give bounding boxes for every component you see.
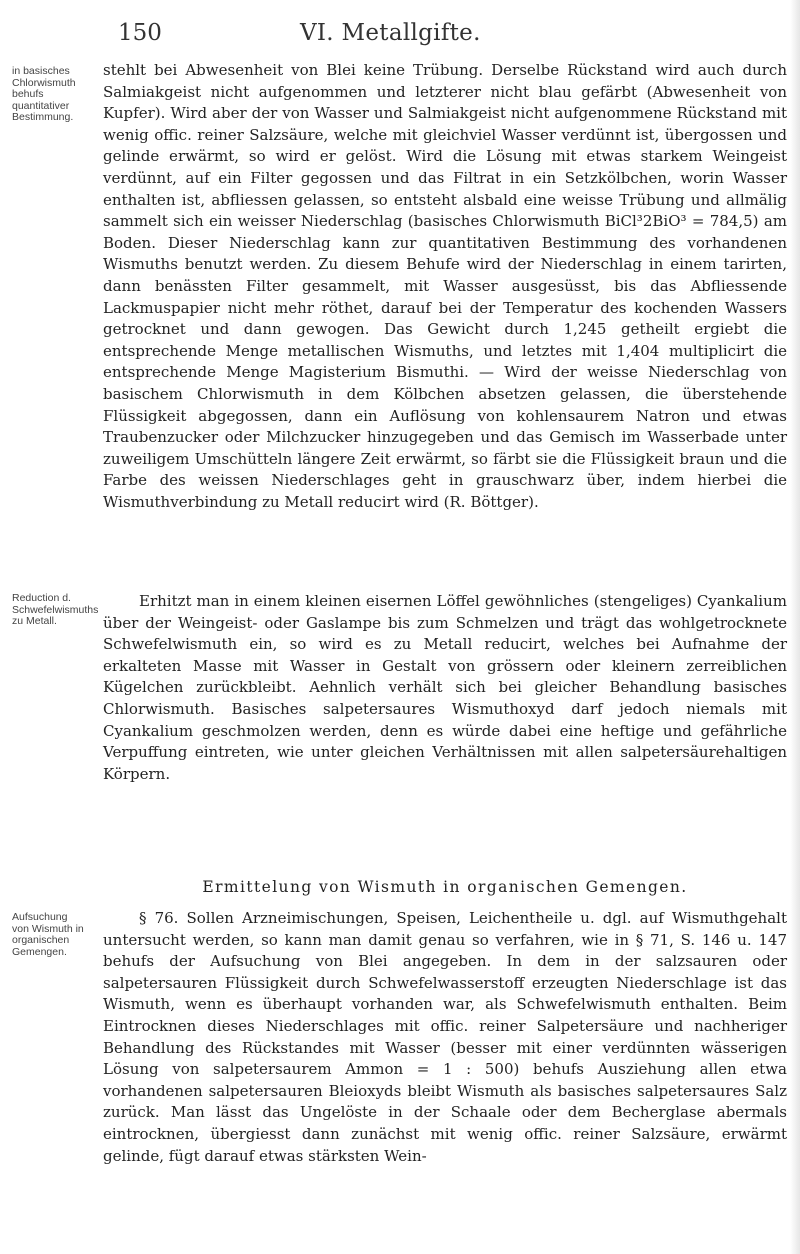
paragraph-section-76: § 76. Sollen Arzneimischungen, Speisen, Leichentheile u. dgl. auf Wismuthgehalt untersucht werden, so kann man damit genau so verfahren, wie in § 71, S. 146 u. 147 behufs der Aufsuchung von Blei angegeben. In dem in der salzsauren oder salpetersauren Flüssigkeit durch Schwefelwasserstoff erzeugten Niederschlage ist das Wismuth, wenn es überhaupt vorhanden war, als Schwefelwismuth enthalten. Beim Eintrocknen dieses Niederschlages mit offic. reiner Salpetersäure und nachheriger Behandlung des Rückstandes mit Wasser (besser mit einer verdünnten wässerigen Lösung von salpetersaurem Ammon = 1 : 500) behufs Ausziehung allen etwa vorhandenen salpetersauren Bleioxyds bleibt Wismuth als basisches salpetersaures Salz zurück. Man lässt das Ungelöste in der Schaale oder dem Becherglase abermals eintrocknen, übergiesst dann zunächst mit wenig offic. reiner Salzsäure, erwärmt gelinde, fügt darauf etwas stärksten Wein- <box>103 909 787 1165</box>
page-number: 150 <box>118 20 162 46</box>
margin-note-chlorwismuth: in basisches Chlorwismuth behufs quantitativer Bestimmung. <box>12 65 76 123</box>
paragraph-reduction: Erhitzt man in einem kleinen eisernen Löffel gewöhnliches (stengeliges) Cyankalium über der Weingeist- oder Gaslampe bis zum Schmelzen und trägt das wohlgetrocknete Schwefelwismuth ein, so wird es zu Metall reducirt, welches bei Aufnahme der erkalteten Masse mit Wasser in Gestalt von grössern oder kleinern zerreiblichen Kügelchen zurückbleibt. Aehnlich verhält sich bei gleicher Behandlung basisches Chlorwismuth. Basisches salpetersaures Wismuthoxyd darf jedoch niemals mit Cyankalium geschmolzen werden, denn es würde dabei eine heftige und gefährliche Verpuffung eintreten, wie unter gleichen Verhältnissen mit allen salpetersäurehaltigen Körpern. <box>103 592 787 783</box>
section-heading: Ermittelung von Wismuth in organischen Gemengen. <box>202 878 688 896</box>
page-header <box>0 20 800 50</box>
paragraph-chlorwismuth: stehlt bei Abwesenheit von Blei keine Trübung. Derselbe Rückstand wird auch durch Salmiakgeist nicht aufgenommen und letzterer nicht blau gefärbt (Abwesenheit von Kupfer). Wird aber der von Wasser und Salmiakgeist nicht aufgenommene Rückstand mit wenig offic. reiner Salzsäure, welche mit gleichviel Wasser verdünnt ist, übergossen und gelinde erwärmt, so wird er gelöst. Wird die Lösung mit etwas starkem Weingeist verdünnt, auf ein Filter gegossen und das Filtrat in ein Setzkölbchen, worin Wasser enthalten ist, abfliessen gelassen, so entsteht alsbald eine weisse Trübung und allmälig sammelt sich ein weisser Niederschlag (basisches Chlorwismuth BiCl³2BiO³ = 784,5) am Boden. Dieser Niederschlag kann zur quantitativen Bestimmung des vorhandenen Wismuths benutzt werden. Zu diesem Behufe wird der Niederschlag in einem tarirten, dann benässten Filter gesammelt, mit Wasser ausgesüsst, bis das Abfliessende Lackmuspapier nicht mehr röthet, darauf bei der Temperatur des kochenden Wassers getrocknet und dann gewogen. Das Gewicht durch 1,245 getheilt ergiebt die entsprechende Menge metallischen Wismuths, und letztes mit 1,404 multiplicirt die entsprechende Menge Magisterium Bismuthi. — Wird der weisse Niederschlag von basischem Chlorwismuth in dem Kölbchen absetzen gelassen, die überstehende Flüssigkeit abgegossen, dann ein Auflösung von kohlensaurem Natron und etwas Traubenzucker oder Milchzucker hinzugegeben und das Gemisch im Wasserbade unter zuweiligem Umschütteln längere Zeit erwärmt, so färbt sie die Flüssigkeit braun und die Farbe des weissen Niederschlages geht in grauschwarz über, indem hierbei die Wismuthverbindung zu Metall reducirt wird (R. Böttger). <box>103 61 787 511</box>
page-edge-shadow <box>790 0 800 1254</box>
margin-note-reduction: Reduction d. Schwefelwismuths zu Metall. <box>12 592 99 627</box>
running-title: VI. Metallgifte. <box>300 20 481 46</box>
margin-note-aufsuchung: Aufsuchung von Wismuth in organischen Gemengen. <box>12 911 84 958</box>
